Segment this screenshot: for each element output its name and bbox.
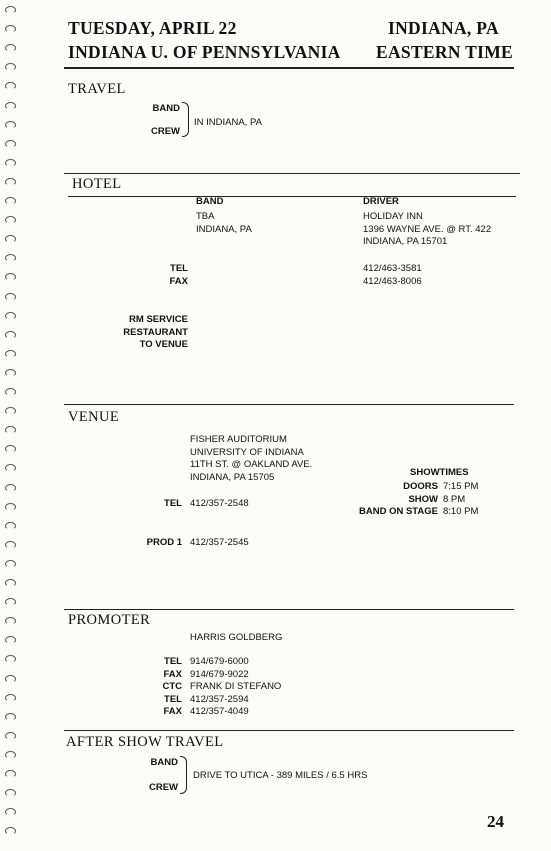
venue-top-rule [64, 404, 514, 405]
hotel-section-title: HOTEL [72, 176, 122, 192]
venue-address-line: UNIVERSITY OF INDIANA [190, 446, 304, 458]
after-show-top-rule [64, 730, 514, 731]
date-heading: TUESDAY, APRIL 22 [68, 18, 237, 38]
showtime-label-doors: DOORS [403, 481, 438, 492]
hotel-fax: 412/463-8006 [363, 276, 422, 287]
timezone-heading: EASTERN TIME [376, 42, 513, 62]
binding-ring [5, 6, 16, 14]
hotel-tel: 412/463-3581 [363, 263, 422, 274]
venue-section-title: VENUE [68, 409, 120, 425]
hotel-band-info [196, 211, 252, 236]
venue-address-line: FISHER AUDITORIUM [190, 434, 287, 445]
binding-ring [5, 388, 16, 396]
promoter-contact-value: 412/357-2594 [190, 693, 249, 705]
promoter-contact-label: TEL [164, 693, 182, 705]
binding-ring [5, 694, 16, 702]
city-heading: INDIANA, PA [388, 18, 499, 38]
binding-ring [5, 216, 16, 224]
promoter-contact-value: 412/357-4049 [190, 706, 249, 717]
venue-name-heading: INDIANA U. OF PENNSYLVANIA [68, 42, 341, 62]
binding-ring [5, 426, 16, 434]
venue-address-line: 11TH ST. @ OAKLAND AVE. [190, 459, 313, 470]
page-number: 24 [487, 812, 504, 831]
hotel-band-line: INDIANA, PA [196, 223, 252, 235]
binding-ring [5, 25, 16, 33]
venue-address [190, 434, 312, 484]
binding-ring [5, 407, 16, 415]
venue-tel: 412/357-2548 [190, 498, 249, 509]
travel-band-label: BAND [152, 103, 180, 114]
hotel-band-heading: BAND [196, 196, 224, 207]
binding-ring [5, 293, 16, 301]
travel-crew-label: CREW [150, 126, 180, 137]
binding-ring [5, 140, 16, 148]
binding-ring [5, 197, 16, 205]
showtime-label-band-on-stage: BAND ON STAGE [359, 506, 438, 517]
binding-ring [5, 63, 16, 71]
hotel-tel-label: TEL [170, 263, 188, 274]
binding-ring [5, 522, 16, 530]
binding-ring [5, 254, 16, 262]
binding-ring [5, 464, 16, 472]
promoter-contact-value: FRANK DI STEFANO [190, 681, 282, 692]
binding-ring [5, 713, 16, 721]
venue-tel-label: TEL [164, 498, 182, 509]
promoter-top-rule [64, 609, 514, 610]
binding-ring [5, 273, 16, 281]
promoter-contact-value: 914/679-6000 [190, 656, 249, 667]
binding-ring [5, 560, 16, 568]
binding-ring [5, 541, 16, 549]
binding-ring [5, 579, 16, 587]
header-rule [64, 67, 514, 69]
restaurant-label: RESTAURANT [123, 326, 188, 338]
promoter-contact-label: FAX [163, 706, 182, 717]
showtime-labels [330, 481, 438, 519]
travel-rule [64, 173, 520, 174]
hotel-driver-line: INDIANA, PA 15701 [363, 236, 448, 247]
after-show-note: DRIVE TO UTICA - 389 MILES / 6.5 HRS [193, 770, 368, 781]
binding-ring [5, 617, 16, 625]
showtime-values [443, 481, 478, 519]
binding-ring [5, 655, 16, 663]
venue-prod-label: PROD 1 [146, 537, 182, 548]
spiral-binding [0, 0, 22, 851]
after-show-section-title: AFTER SHOW TRAVEL [66, 734, 224, 750]
binding-ring [5, 808, 16, 816]
binding-ring [5, 102, 16, 110]
after-show-crew-label: CREW [148, 782, 178, 793]
venue-address-line: INDIANA, PA 15705 [190, 471, 275, 483]
binding-ring [5, 350, 16, 358]
binding-ring [5, 827, 16, 835]
promoter-contact-label: CTC [162, 681, 182, 692]
hotel-band-line: TBA [196, 211, 215, 222]
binding-ring [5, 484, 16, 492]
travel-brace [182, 102, 189, 137]
hotel-driver-line: HOLIDAY INN [363, 211, 423, 222]
binding-ring [5, 44, 16, 52]
binding-ring [5, 770, 16, 778]
after-show-brace [180, 756, 187, 794]
showtime-value-show: 8 PM [443, 493, 466, 505]
binding-ring [5, 503, 16, 511]
promoter-contact-value: 914/679-9022 [190, 668, 249, 680]
travel-section-title: TRAVEL [68, 81, 126, 97]
binding-ring [5, 235, 16, 243]
binding-ring [5, 445, 16, 453]
binding-ring [5, 82, 16, 90]
promoter-name: HARRIS GOLDBERG [190, 632, 283, 643]
hotel-driver-line: 1396 WAYNE AVE. @ RT. 422 [363, 223, 492, 235]
showtime-value-band-on-stage: 8:10 PM [443, 506, 479, 517]
after-show-band-label: BAND [150, 757, 178, 768]
binding-ring [5, 675, 16, 683]
binding-ring [5, 732, 16, 740]
showtime-label-show: SHOW [408, 493, 438, 505]
promoter-contact-values [190, 656, 281, 719]
promoter-contact-label: TEL [164, 656, 182, 667]
showtimes-heading: SHOWTIMES [410, 467, 469, 478]
promoter-section-title: PROMOTER [68, 612, 151, 628]
binding-ring [5, 159, 16, 167]
binding-ring [5, 312, 16, 320]
hotel-driver-heading: DRIVER [363, 196, 399, 207]
to-venue-label: TO VENUE [139, 339, 188, 350]
hotel-fax-label: FAX [169, 276, 188, 287]
binding-ring [5, 178, 16, 186]
binding-ring [5, 598, 16, 606]
showtime-value-doors: 7:15 PM [443, 481, 479, 492]
hotel-extra-labels [90, 314, 188, 352]
binding-ring [5, 636, 16, 644]
binding-ring [5, 789, 16, 797]
binding-ring [5, 121, 16, 129]
rm-service-label: RM SERVICE [129, 314, 188, 325]
venue-prod: 412/357-2545 [190, 537, 249, 548]
travel-note: IN INDIANA, PA [194, 117, 262, 128]
binding-ring [5, 331, 16, 339]
promoter-contact-label: FAX [163, 668, 182, 680]
promoter-contact-labels [130, 656, 182, 719]
binding-ring [5, 751, 16, 759]
hotel-driver-info [363, 211, 491, 249]
hotel-rule [68, 196, 516, 197]
binding-ring [5, 369, 16, 377]
